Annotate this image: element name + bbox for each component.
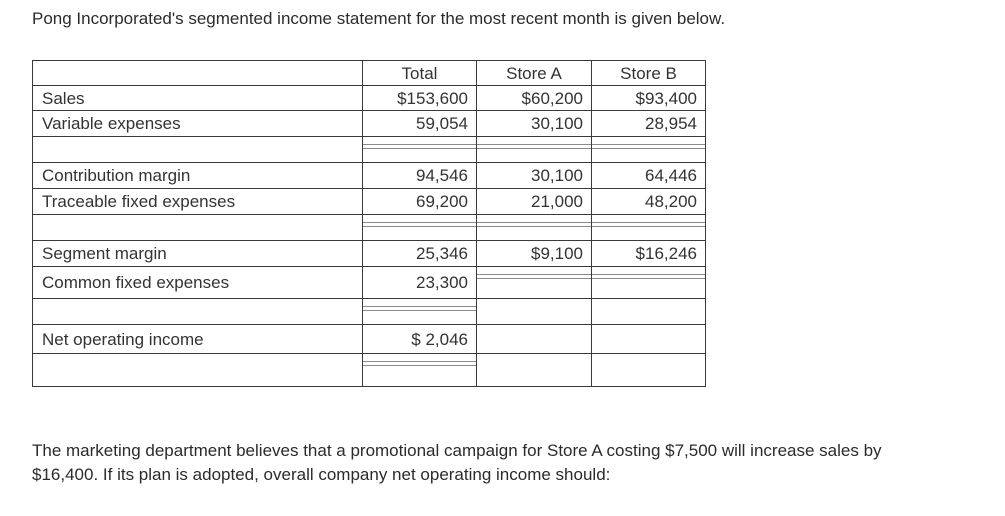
row-contribution-margin-store-b: 64,446 [591,162,706,189]
row-sales-label: Sales [32,85,363,111]
row-net-operating-income-total: $ 2,046 [362,324,477,354]
intro-text: Pong Incorporated's segmented income statement for the most recent month is given below. [32,9,726,28]
spacer-row-store-b [591,214,706,241]
spacer-row-label [32,136,363,163]
row-sales-store-a: $60,200 [476,85,592,111]
header-store-a: Store A [476,60,592,86]
spacer-row-store-a [476,298,592,325]
row-contribution-margin-label: Contribution margin [32,162,363,189]
spacer-row-label [32,214,363,241]
row-variable-expenses-label: Variable expenses [32,110,363,137]
spacer-row-total [362,136,477,163]
row-traceable-fixed-expenses-label: Traceable fixed expenses [32,188,363,215]
final-blank-row-store-b [591,353,706,387]
row-contribution-margin-total: 94,546 [362,162,477,189]
row-variable-expenses-store-a: 30,100 [476,110,592,137]
spacer-row-store-b [591,136,706,163]
segmented-income-statement-table [32,60,706,387]
row-segment-margin-store-a: $9,100 [476,240,592,267]
row-sales-total: $153,600 [362,85,477,111]
header-store-b: Store B [591,60,706,86]
row-net-operating-income-store-a [476,324,592,354]
row-net-operating-income-label: Net operating income [32,324,363,354]
row-sales-store-b: $93,400 [591,85,706,111]
row-common-fixed-expenses-store-a [476,266,592,299]
header-total: Total [362,60,477,86]
row-traceable-fixed-expenses-total: 69,200 [362,188,477,215]
question-text: The marketing department believes that a promotional campaign for Store A costing $7,500 will increase sales by $16,400. If its plan is adopted, overall company net operating income should: [32,441,882,484]
row-variable-expenses-total: 59,054 [362,110,477,137]
row-segment-margin-label: Segment margin [32,240,363,267]
row-net-operating-income-store-b [591,324,706,354]
row-traceable-fixed-expenses-store-b: 48,200 [591,188,706,215]
spacer-row-total [362,214,477,241]
spacer-row-total [362,298,477,325]
row-contribution-margin-store-a: 30,100 [476,162,592,189]
final-blank-row-total [362,353,477,387]
row-common-fixed-expenses-total: 23,300 [362,266,477,299]
row-common-fixed-expenses-label: Common fixed expenses [32,266,363,299]
row-segment-margin-store-b: $16,246 [591,240,706,267]
final-blank-row-store-a [476,353,592,387]
spacer-row-store-a [476,214,592,241]
row-variable-expenses-store-b: 28,954 [591,110,706,137]
row-segment-margin-total: 25,346 [362,240,477,267]
header-blank-cell [32,60,363,86]
spacer-row-label [32,298,363,325]
row-common-fixed-expenses-store-b [591,266,706,299]
spacer-row-store-a [476,136,592,163]
spacer-row-store-b [591,298,706,325]
final-blank-row-label [32,353,363,387]
row-traceable-fixed-expenses-store-a: 21,000 [476,188,592,215]
